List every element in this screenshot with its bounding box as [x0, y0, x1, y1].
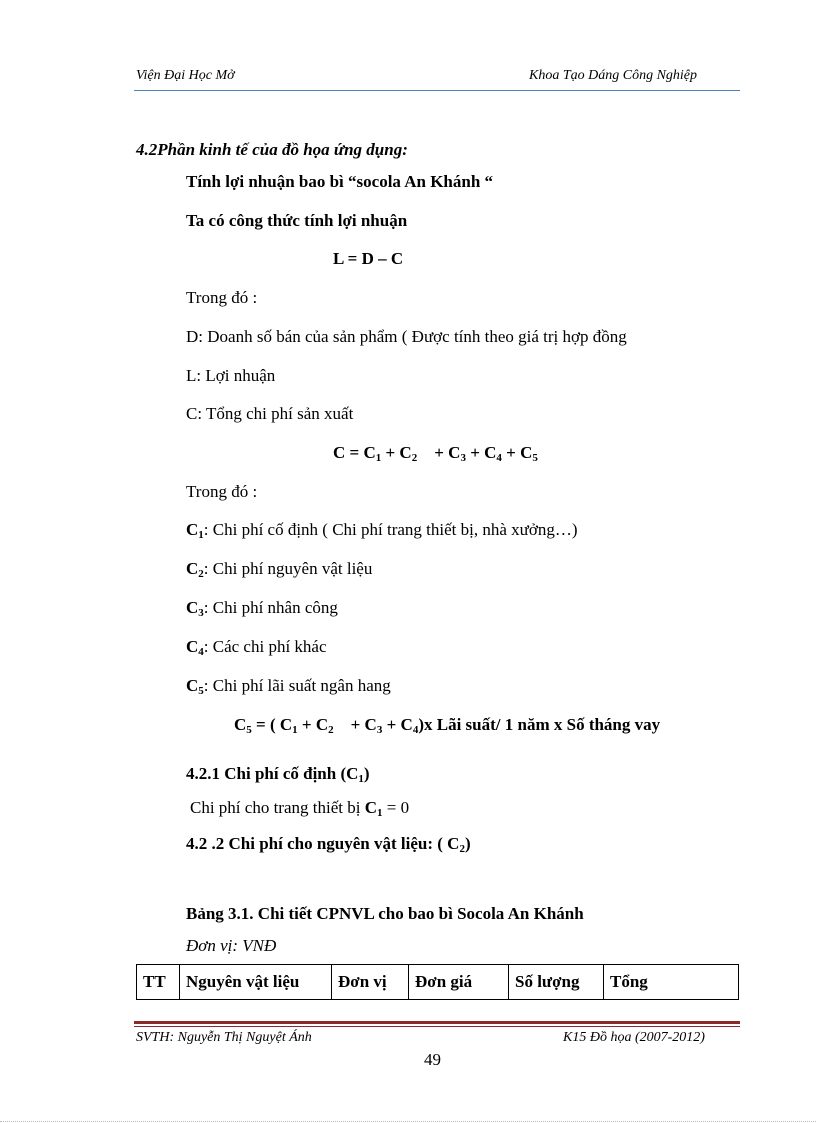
fixed-cost-line: Chi phí cho trang thiết bị $C_1 = 0$ — [190, 798, 410, 819]
subsection-421: 4.2.1 Chi phí cố định $(C_1)$ — [186, 764, 370, 785]
subsection-422-label: 4.2 .2 Chi phí cho nguyên vật liệu: ( C — [186, 834, 460, 853]
header-right: Khoa Tạo Dáng Công Nghiệp — [529, 68, 698, 83]
table-header-cell: Nguyên vật liệu — [180, 965, 332, 1000]
cost-item-c3: $C_3$: Chi phí nhân công — [186, 598, 338, 619]
table-header-cell: Đơn giá — [409, 965, 509, 1000]
table-header-cell: Đơn vị — [332, 965, 409, 1000]
page-edge-dots — [0, 1121, 816, 1122]
fixed-cost-text: Chi phí cho trang thiết bị — [190, 798, 361, 817]
footer-rule-thin — [134, 1026, 740, 1027]
table-header-row — [137, 965, 739, 1000]
subsection-422: 4.2 .2 Chi phí cho nguyên vật liệu: ( $C_2$) — [186, 834, 471, 855]
definition-l: L: Lợi nhuận — [186, 366, 276, 385]
where-label-1: Trong đó : — [186, 288, 258, 307]
subsection-421-label: 4.2.1 Chi phí cố định (C — [186, 764, 359, 783]
section-title: 4.2Phần kinh tế của đồ họa ứng dụng: — [136, 140, 408, 159]
definition-c: C: Tổng chi phí sản xuất — [186, 404, 354, 423]
definition-d: D: Doanh số bán của sản phẩm ( Được tính theo giá trị hợp đồng — [186, 327, 627, 346]
formula-interest-tail: x Lãi suất/ 1 năm x Số tháng vay — [423, 715, 661, 734]
cost-item-c5-desc: : Chi phí lãi suất ngân hang — [203, 676, 391, 695]
cost-item-c3-desc: : Chi phí nhân công — [203, 598, 338, 617]
cost-item-c1: $C_1$: Chi phí cố định ( Chi phí trang thiết bị, nhà xưởng…) — [186, 520, 578, 541]
footer-left: SVTH: Nguyễn Thị Nguyệt Ánh — [136, 1030, 312, 1045]
footer-rule-thick — [134, 1021, 740, 1024]
header-left: Viện Đại Học Mở — [136, 68, 235, 83]
where-label-2: Trong đó : — [186, 482, 258, 501]
table-caption: Bảng 3.1. Chi tiết CPNVL cho bao bì Socola An Khánh — [186, 904, 584, 923]
formula-profit: L = D – C — [333, 249, 404, 268]
cost-item-c2-desc: : Chi phí nguyên vật liệu — [203, 559, 373, 578]
formula-interest: $C_5$ = ( $C_1 + C_2$ + $C_3 + C_4)x$ Lãi suất/ 1 năm x Số tháng vay — [234, 715, 661, 736]
intro-line: Tính lợi nhuận bao bì “socola An Khánh “ — [186, 172, 494, 191]
header-rule — [134, 90, 740, 91]
formula-cost: $C = C_1 + C_2$ + $C_3 + C_4 + C_5$ — [333, 443, 538, 464]
cost-item-c4: $C_4$: Các chi phí khác — [186, 637, 327, 658]
table-header-cell: TT — [137, 965, 180, 1000]
fixed-cost-value: = 0 — [386, 798, 410, 817]
cost-item-c1-desc: : Chi phí cố định ( Chi phí trang thiết bị, nhà xưởng…) — [203, 520, 578, 539]
materials-table — [136, 964, 739, 1000]
cost-item-c2: $C_2$: Chi phí nguyên vật liệu — [186, 559, 373, 580]
cost-item-c4-desc: : Các chi phí khác — [203, 637, 327, 656]
formula-intro: Ta có công thức tính lợi nhuận — [186, 211, 408, 230]
unit-label: Đơn vị: VNĐ — [186, 936, 277, 955]
page-number: 49 — [424, 1050, 441, 1069]
cost-item-c5: $C_5$: Chi phí lãi suất ngân hang — [186, 676, 391, 697]
footer-right: K15 Đồ họa (2007-2012) — [563, 1030, 705, 1045]
table-header-cell: Tổng — [604, 965, 739, 1000]
table-header-cell: Số lượng — [509, 965, 604, 1000]
